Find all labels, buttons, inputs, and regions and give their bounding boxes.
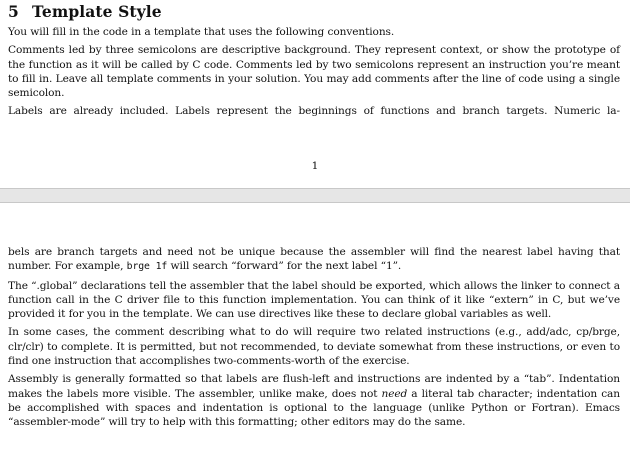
intro-paragraph: You will fill in the code in a template that uses the following conventions.	[8, 26, 395, 38]
page-1-content	[8, 2, 620, 123]
assembly-text-a: Assembly is generally formatted so that labels are flush-left and instructions are indented by a “tab”. Indentation makes the labels more visible. The assembler, unlike make, does not	[8, 373, 620, 400]
labels-paragraph-start: Labels are already included. Labels represent the beginnings of functions and branch targets. Numeric la-	[8, 105, 620, 118]
labels-text-a: bels are branch targets and need not be unique because the assembler will find the nearest label having that number. For example,	[8, 246, 620, 273]
page-2-content	[8, 245, 620, 434]
global-paragraph: The “.global” declarations tell the assembler that the label should be exported, which allows the linker to connect a function call in the C driver file to this function implementation. You can think of it like “extern” in C, but we’ve provided it for you in the template. We can use directives like these to declare global variables as well.	[8, 279, 620, 321]
document-page-1	[0, 0, 630, 188]
page-separator	[0, 188, 630, 203]
assembly-emphasis: need	[381, 387, 408, 400]
assembly-format-paragraph	[8, 372, 620, 429]
labels-paragraph-continued	[8, 245, 620, 275]
section-title: Template Style	[32, 2, 162, 21]
labels-text-b: will search “forward” for the next label “1”.	[167, 260, 402, 273]
labels-code: brge 1f	[126, 261, 168, 273]
page-number: 1	[311, 160, 319, 172]
related-instructions-paragraph: In some cases, the comment describing what to do will require two related instructions (e.g., add/adc, cp/brge, clr/clr) to complete. It is permitted, but not recommended, to deviate somewhat from these instructions, or even to find one instruction that accomplishes two-comments-worth of the exercise.	[8, 326, 620, 368]
section-number: 5	[8, 2, 19, 21]
section-heading	[8, 2, 620, 22]
document-page-2	[0, 203, 630, 465]
comments-paragraph: Comments led by three semicolons are descriptive background. They represent context, or show the prototype of the function as it will be called by C code. Comments led by two semicolons represent an instruction you’re meant to fill in. Leave all template comments in your solution. You may add comments after the line of code using a single semicolon.	[8, 44, 620, 100]
assembly-text-b: a literal tab character; indentation can be accomplished with spaces and indentation is optional to the language (unlike Python or Fortran). Emacs “assembler-mode” will try to help with this formatting; other editors may do the same.	[8, 387, 620, 429]
